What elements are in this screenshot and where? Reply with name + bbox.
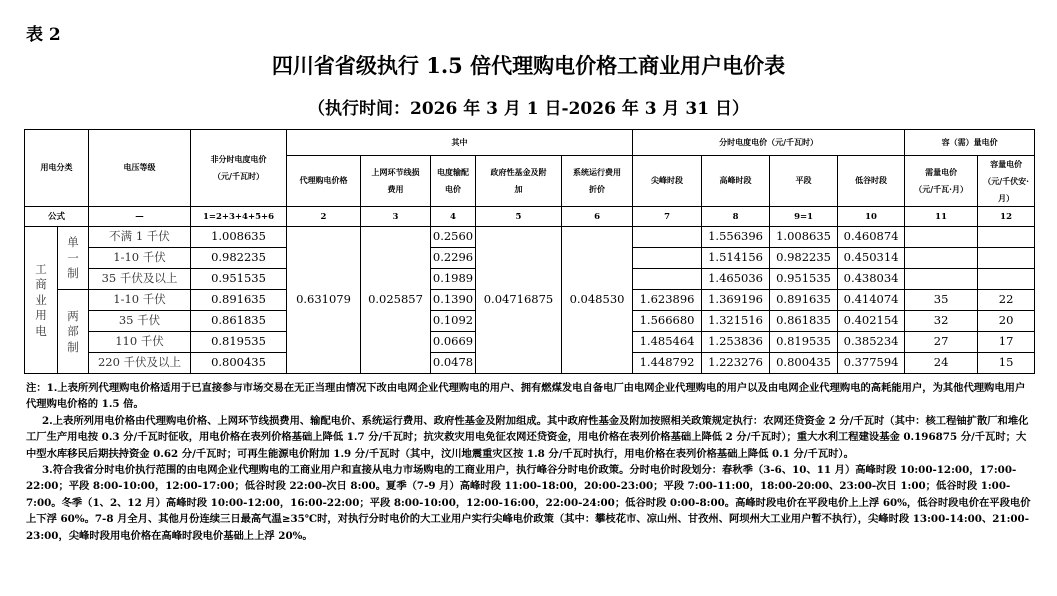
capacity-price: 17	[978, 332, 1035, 353]
header-group-among: 其中	[287, 130, 633, 156]
peak-price: 1.556396	[702, 227, 770, 248]
transmission-price: 0.1989	[431, 269, 476, 290]
header-group-tou: 分时电度电价（元/千瓦时）	[633, 130, 905, 156]
transmission-price: 0.0669	[431, 332, 476, 353]
valley-price: 0.438034	[838, 269, 905, 290]
voltage-cell: 35 千伏及以上	[89, 269, 191, 290]
demand-price: 24	[905, 353, 978, 374]
page-title: 四川省省级执行 1.5 倍代理购电价格工商业用户电价表	[271, 53, 786, 78]
flat-price: 0.951535	[770, 269, 838, 290]
sharp-peak-price: 1.485464	[633, 332, 702, 353]
peak-price: 1.253836	[702, 332, 770, 353]
note-3: 3.符合我省分时电价执行范围的由电网企业代理购电的工商业用户和直接从电力市场购电的工商业用户，执行峰谷分时电价政策。分时电价时段划分：春秋季（3-6、10、11 月）高峰时段 10:00-12:00，17:00-22:00；平段 8:00-10:00，12:00-17:00；低谷时段 22:00-次日 8:00。夏季（7-9 月）高峰时段 11:00-18:00，20:00-23:00；平段 7:00-11:00，18:00-20:00、23:00-次日 1:00；低谷时段 1:00-7:00。冬季（1、2、12 月）高峰时段 10:00-12:00，16:00-22:00；平段 8:00-10:00，12:00-16:00，22:00-24:00；低谷时段 0:00-8:00。高峰时段电价在平段电价上上浮 60%，低谷时段电价在平段电价上下浮 60%。7-8 月全月、其他月份连续三日最高气温≥35℃时，对执行分时电价的大工业用户实行尖峰电价政策（其中：攀枝花市、凉山州、甘孜州、阿坝州大工业用户暂不执行），尖峰时段 13:00-14:00、21:00-23:00，尖峰时段用电价格在高峰时段电价基础上上浮 20%。	[26, 464, 1031, 542]
transmission-price: 0.2296	[431, 248, 476, 269]
formula-c5: 5	[476, 207, 562, 227]
notes-section	[26, 380, 1032, 544]
header-proxy: 代理购电价格	[287, 156, 361, 207]
sharp-peak-price: 1.623896	[633, 290, 702, 311]
header-flat: 平段	[770, 156, 838, 207]
valley-price: 0.460874	[838, 227, 905, 248]
header-transmission: 电度输配 电价	[431, 156, 476, 207]
voltage-cell: 220 千伏及以上	[89, 353, 191, 374]
demand-price	[905, 248, 978, 269]
formula-c3: 3	[361, 207, 431, 227]
flat-price: 1.008635	[770, 227, 838, 248]
demand-price: 35	[905, 290, 978, 311]
flat-price: 0.891635	[770, 290, 838, 311]
header-peak-sharp: 尖峰时段	[633, 156, 702, 207]
price-table	[24, 129, 1035, 374]
demand-price: 32	[905, 311, 978, 332]
peak-price: 1.321516	[702, 311, 770, 332]
demand-price: 27	[905, 332, 978, 353]
sharp-peak-price	[633, 248, 702, 269]
non-tou-price: 0.982235	[191, 248, 287, 269]
header-grid-loss: 上网环节线损 费用	[361, 156, 431, 207]
formula-label: 公式	[25, 207, 89, 227]
header-peak: 高峰时段	[702, 156, 770, 207]
capacity-price	[978, 227, 1035, 248]
voltage-cell: 110 千伏	[89, 332, 191, 353]
capacity-price: 22	[978, 290, 1035, 311]
transmission-price: 0.1092	[431, 311, 476, 332]
single-part-label: 单 一 制	[58, 227, 89, 290]
table-row	[25, 227, 1035, 248]
header-category: 用电分类	[25, 130, 89, 207]
valley-price: 0.414074	[838, 290, 905, 311]
flat-price: 0.819535	[770, 332, 838, 353]
valley-price: 0.385234	[838, 332, 905, 353]
header-capacity: 容量电价 （元/千伏安·月）	[978, 156, 1035, 207]
valley-price: 0.402154	[838, 311, 905, 332]
sharp-peak-price: 1.448792	[633, 353, 702, 374]
sharp-peak-price	[633, 269, 702, 290]
formula-c8: 8	[702, 207, 770, 227]
formula-c4: 4	[431, 207, 476, 227]
voltage-cell: 1-10 千伏	[89, 290, 191, 311]
formula-c10: 10	[838, 207, 905, 227]
transmission-price: 0.2560	[431, 227, 476, 248]
two-part-label: 两 部 制	[58, 290, 89, 374]
flat-price: 0.982235	[770, 248, 838, 269]
header-system-op: 系统运行费用 折价	[562, 156, 633, 207]
government-fund: 0.04716875	[476, 227, 562, 374]
flat-price: 0.861835	[770, 311, 838, 332]
capacity-price	[978, 269, 1035, 290]
formula-c9: 9=1	[770, 207, 838, 227]
proxy-price: 0.631079	[287, 227, 361, 374]
grid-loss-fee: 0.025857	[361, 227, 431, 374]
valley-price: 0.450314	[838, 248, 905, 269]
table-number: 表 2	[26, 25, 61, 45]
non-tou-price: 1.008635	[191, 227, 287, 248]
peak-price: 1.514156	[702, 248, 770, 269]
system-op-fee: 0.048530	[562, 227, 633, 374]
non-tou-price: 0.861835	[191, 311, 287, 332]
transmission-price: 0.1390	[431, 290, 476, 311]
voltage-cell: 1-10 千伏	[89, 248, 191, 269]
formula-c7: 7	[633, 207, 702, 227]
voltage-cell: 不满 1 千伏	[89, 227, 191, 248]
header-valley: 低谷时段	[838, 156, 905, 207]
formula-voltage: —	[89, 207, 191, 227]
peak-price: 1.465036	[702, 269, 770, 290]
valley-price: 0.377594	[838, 353, 905, 374]
demand-price	[905, 227, 978, 248]
sharp-peak-price	[633, 227, 702, 248]
peak-price: 1.369196	[702, 290, 770, 311]
capacity-price: 20	[978, 311, 1035, 332]
non-tou-price: 0.951535	[191, 269, 287, 290]
voltage-cell: 35 千伏	[89, 311, 191, 332]
transmission-price: 0.0478	[431, 353, 476, 374]
capacity-price	[978, 248, 1035, 269]
capacity-price: 15	[978, 353, 1035, 374]
sharp-peak-price: 1.566680	[633, 311, 702, 332]
header-voltage: 电压等级	[89, 130, 191, 207]
header-group-capacity: 容（需）量电价	[905, 130, 1035, 156]
note-1: 注：1.上表所列代理购电价格适用于已直接参与市场交易在无正当理由情况下改由电网企业代理购电的用户、拥有燃煤发电自备电厂由电网企业代理购电的用户以及由电网企业代理购电的高耗能用户，为其他代理购电用户代理购电价格的 1.5 倍。	[26, 382, 1026, 411]
formula-c6: 6	[562, 207, 633, 227]
category-label: 工 商 业 用 电	[25, 227, 58, 374]
non-tou-price: 0.819535	[191, 332, 287, 353]
peak-price: 1.223276	[702, 353, 770, 374]
formula-c2: 2	[287, 207, 361, 227]
formula-c1: 1=2+3+4+5+6	[191, 207, 287, 227]
header-demand: 需量电价 （元/千瓦·月）	[905, 156, 978, 207]
note-2: 2.上表所列用电价格由代理购电价格、上网环节线损费用、输配电价、系统运行费用、政府性基金及附加组成。其中政府性基金及附加按照相关政策规定执行：农网还贷资金 2 分/千瓦时（其中：核工程铀扩散厂和堆化工厂生产用电按 0.3 分/千瓦时征收，用电价格在表列价格基础上降低 1.7 分/千瓦时；抗灾救灾用电免征农网还贷资金，用电价格在表列价格基础上降低 2 分/千瓦时）；重大水利工程建设基金 0.196875 分/千瓦时；大中型水库移民后期扶持资金 0.62 分/千瓦时；可再生能源电价附加 1.9 分/千瓦时（其中，汶川地震重灾区按 1.8 分/千瓦时执行，用电价格在表列价格基础上降低 0.1 分/千瓦时）。	[26, 414, 1029, 460]
demand-price	[905, 269, 978, 290]
header-non-tou: 非分时电度电价 （元/千瓦时）	[191, 130, 287, 207]
header-fund: 政府性基金及附 加	[476, 156, 562, 207]
page-subtitle: （执行时间：2026 年 3 月 1 日-2026 年 3 月 31 日）	[307, 99, 749, 119]
non-tou-price: 0.891635	[191, 290, 287, 311]
formula-row	[25, 207, 1035, 227]
non-tou-price: 0.800435	[191, 353, 287, 374]
formula-c11: 11	[905, 207, 978, 227]
formula-c12: 12	[978, 207, 1035, 227]
flat-price: 0.800435	[770, 353, 838, 374]
